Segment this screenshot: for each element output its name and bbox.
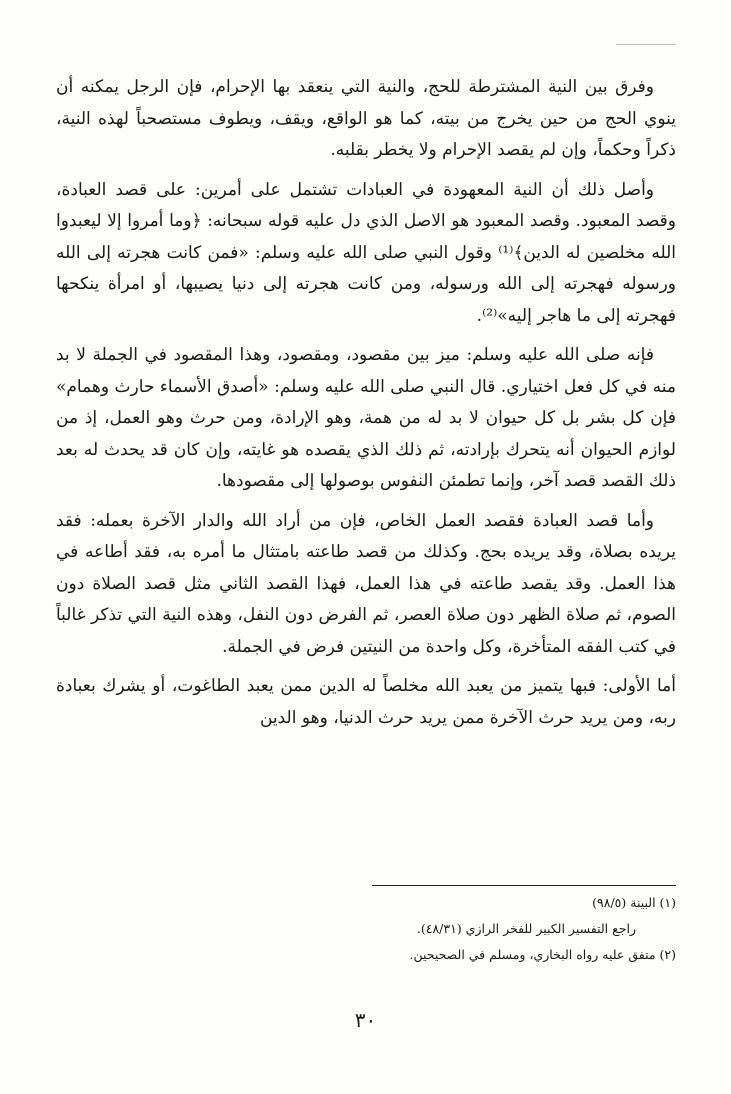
main-text	[56, 72, 676, 742]
paragraph-2: وأصل ذلك أن النية المعهودة في العبادات تشتمل على أمرين: على قصد العبادة، وقصد المعبود. وقصد المعبود هو الاصل الذي دل عليه قوله سبحانه: ﴿وما أمروا إلا ليعبدوا الله مخلصين له الدين﴾⁽¹⁾ وقول النبي صلى الله عليه وسلم: «فمن كانت هجرته إلى الله ورسوله فهجرته إلى الله ورسوله، ومن كانت هجرته إلى دنيا يصيبها، أو امرأة ينكحها فهجرته إلى ما هاجر إليه»⁽²⁾.	[56, 179, 676, 326]
paragraph-3: فإنه صلى الله عليه وسلم: ميز بين مقصود، ومقصود، وهذا المقصود في الجملة لا بد منه في كل فعل اختياري. قال النبي صلى الله عليه وسلم: «أصدق الأسماء حارث وهمام» فإن كل بشر بل كل حيوان لا بد له من همة، وهو الإرادة، ومن حرث وهو العمل، إذ من لوازم الحيوان أنه يتحرك بإرادته، ثم ذلك الذي يقصده هو غايته، وإن كان قد يحدث له بعد ذلك القصد قصد آخر، وإنما تطمئن النفوس بوصولها إلى مقصودها.	[56, 345, 676, 491]
paragraph-5: أما الأولى: فبها يتميز من يعبد الله مخلصاً له الدين ممن يعبد الطاغوت، أو يشرك بعبادة ربه، ومن يريد حرث الآخرة ممن يريد حرث الدنيا، وهو الدين	[56, 676, 676, 728]
footnote-2: (٢) متفق عليه رواه البخاري، ومسلم في الصحيحين.	[409, 947, 676, 962]
footnote-1: (١) البينة (٩٨/٥)	[592, 895, 676, 910]
footnote-1-reference: راجع التفسير الكبير للفخر الرازي (٤٨/٣١).	[416, 921, 636, 936]
page-number: ٣٠	[354, 1008, 377, 1032]
paragraph-4: وأما قصد العبادة فقصد العمل الخاص، فإن من أراد الله والدار الآخرة بعمله: فقد يريده بصلاة، وقد يريده بحج. وكذلك من قصد طاعته بامتثال ما أمره به، فقد أطاعه في هذا العمل. وقد يقصد طاعته في هذا العمل، فهذا القصد الثاني مثل قصد الصلاة دون الصوم، ثم صلاة الظهر دون صلاة العصر، ثم الفرض دون النفل، وهذه النية التي تذكر غالباً في كتب الفقه المتأخرة، وكل واحدة من النيتين فرض في الجملة.	[56, 510, 676, 657]
footnotes	[56, 890, 676, 968]
page-edge-mark	[616, 44, 676, 45]
paragraph-1: وفرق بين النية المشترطة للحج، والنية التي ينعقد بها الإحرام، فإن الرجل يمكنه أن ينوي الحج من حين يخرج من بيته، كما هو الواقع، ويقف، ويطوف مستصحباً لهذه النية، ذكراً وحكماً، وإن لم يقصد الإحرام ولا يخطر بقلبه.	[56, 77, 676, 160]
footnote-divider	[372, 885, 676, 886]
